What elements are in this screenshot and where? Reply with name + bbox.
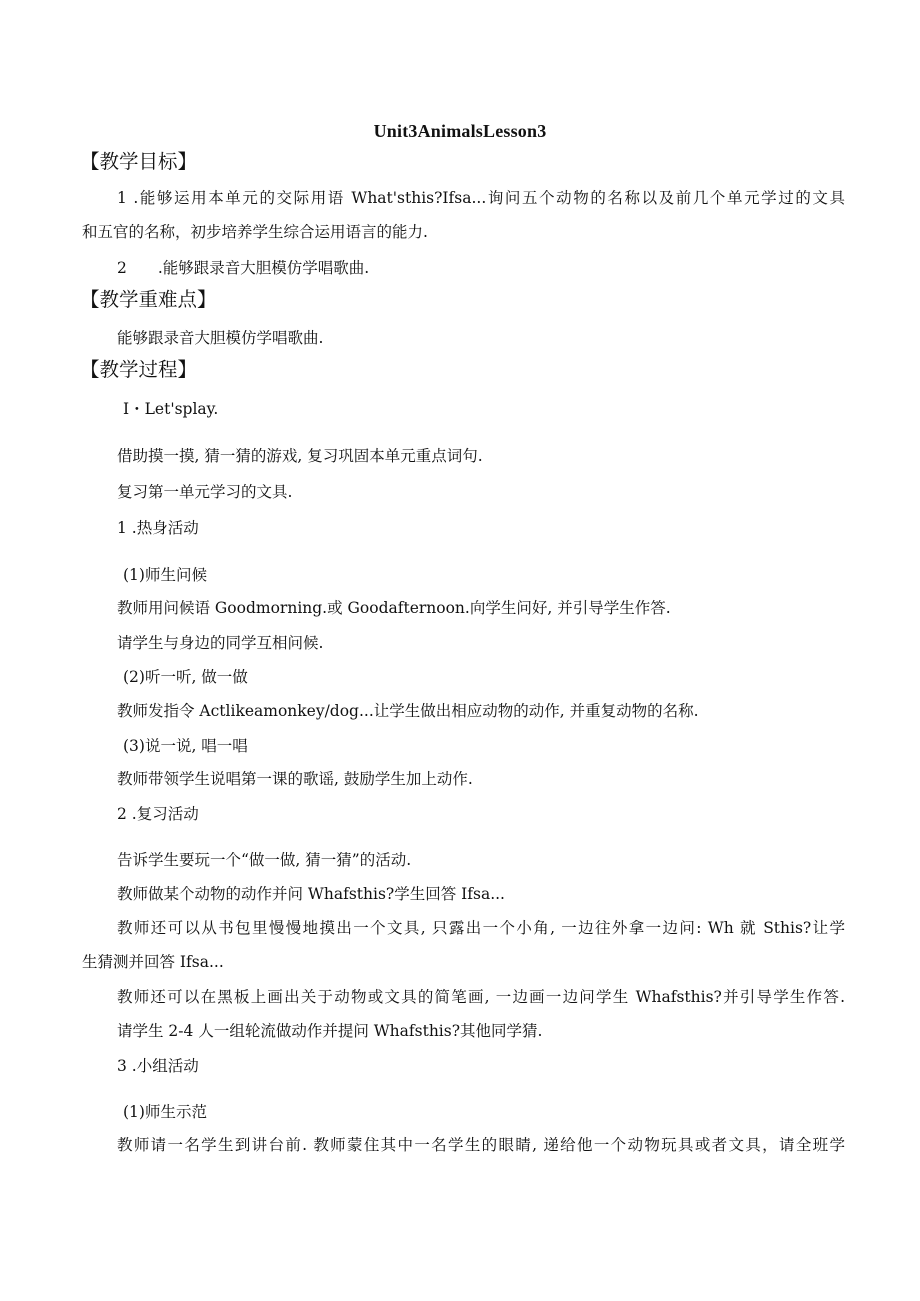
process-line: 借助摸一摸, 猜一猜的游戏, 复习巩固本单元重点词句. <box>117 447 483 465</box>
keypoints-heading: 【教学重难点】 <box>80 288 217 311</box>
objectives-heading: 【教学目标】 <box>80 150 198 173</box>
process-line: 2 .复习活动 <box>117 805 199 823</box>
process-line: 教师请一名学生到讲台前. 教师蒙住其中一名学生的眼睛, 递给他一个动物玩具或者文具，请全班学 <box>117 1136 845 1154</box>
process-line: 复习第一单元学习的文具. <box>117 483 293 501</box>
process-line: 教师还可以从书包里慢慢地摸出一个文具, 只露出一个小角, 一边往外拿一边问: Wh 就 Sthis?让学 <box>117 919 845 937</box>
process-line: (2)听一听, 做一做 <box>123 668 248 686</box>
process-line: (3)说一说, 唱一唱 <box>123 737 248 755</box>
process-line: (1)师生示范 <box>123 1103 207 1121</box>
process-line: 教师带领学生说唱第一课的歌谣, 鼓励学生加上动作. <box>117 770 473 788</box>
objective-1-line-2: 和五官的名称，初步培养学生综合运用语言的能力. <box>82 223 428 241</box>
process-line: 教师发指令 Actlikeamonkey/dog...让学生做出相应动物的动作, 并重复动物的名称. <box>117 702 699 720</box>
process-line: 教师还可以在黑板上画出关于动物或文具的简笔画, 一边画一边问学生 Whafsthis?并引导学生作答. <box>117 988 845 1006</box>
process-heading: 【教学过程】 <box>80 358 198 381</box>
process-line: 教师做某个动物的动作并问 Whafsthis?学生回答 Ifsa... <box>117 885 505 903</box>
process-line: 1 .热身活动 <box>117 519 199 537</box>
process-line: I・Let'splay. <box>123 400 219 418</box>
objective-2: 2 .能够跟录音大胆模仿学唱歌曲. <box>117 259 370 277</box>
process-line: (1)师生问候 <box>123 566 207 584</box>
process-line: 请学生与身边的同学互相问候. <box>117 634 324 652</box>
process-line: 生猜测并回答 Ifsa... <box>82 953 224 971</box>
process-line: 告诉学生要玩一个“做一做, 猜一猜”的活动. <box>117 851 412 869</box>
objective-1-line-1: 1 .能够运用本单元的交际用语 What'sthis?Ifsa...询问五个动物的名称以及前几个单元学过的文具 <box>117 189 845 207</box>
process-line: 教师用问候语 Goodmorning.或 Goodafternoon.向学生问好, 并引导学生作答. <box>117 599 671 617</box>
process-line: 请学生 2-4 人一组轮流做动作并提问 Whafsthis?其他同学猜. <box>117 1022 543 1040</box>
process-line: 3 .小组活动 <box>117 1057 199 1075</box>
document-title: Unit3AnimalsLesson3 <box>373 121 547 141</box>
keypoints-text: 能够跟录音大胆模仿学唱歌曲. <box>117 329 324 347</box>
